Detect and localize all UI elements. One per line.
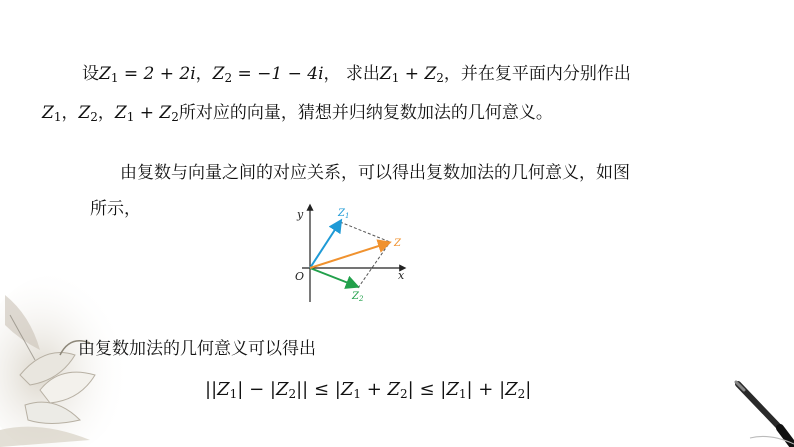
z2-symbol: $Z_2$ (78, 103, 98, 124)
z2-vector (310, 268, 356, 286)
z1-label: $Z_1$ (338, 208, 350, 220)
instruction-tail: ，并在复平面内分别作出 (443, 64, 631, 84)
z1-symbol: $Z_1$ (99, 64, 119, 85)
explanation-line-1: 由复数与向量之间的对应关系，可以得出复数加法的几何意义，如图 (120, 163, 630, 183)
explanation-line-2: 所示， (90, 199, 141, 219)
dashed-edge-2 (358, 242, 390, 288)
triangle-inequality-formula: $||Z_1| - |Z_2|| \le |Z_1 + Z_2| \le |Z_1| + |Z_2|$ (205, 379, 532, 401)
z1-vector (310, 222, 340, 268)
x-axis-label: x (398, 269, 405, 282)
origin-label: O (295, 270, 305, 283)
question-line-1 (82, 62, 631, 90)
calligraphy-brush-icon (730, 378, 794, 447)
sum-expression: $Z_1 + Z_2$ (114, 103, 179, 124)
y-axis-label: y (297, 208, 304, 221)
z2-definition: = −1 − 4i (232, 64, 324, 84)
separator: ， (195, 64, 213, 84)
z2-label: $Z_2$ (352, 291, 364, 303)
vector-addition-figure (288, 200, 416, 304)
question-line-2 (42, 101, 553, 129)
instruction-text: ， 求出 (323, 64, 380, 84)
dashed-edge-1 (340, 222, 390, 242)
separator: ， (97, 103, 115, 123)
z1-definition: = 2 + 2i (118, 64, 196, 84)
lead-text: 设 (82, 64, 99, 84)
separator: ， (61, 103, 79, 123)
question-tail: 所对应的向量，猜想并归纳复数加法的几何意义。 (178, 103, 553, 123)
z-label: Z (394, 238, 401, 249)
sum-expression: $Z_1 + Z_2$ (379, 64, 444, 85)
conclusion-text: 由复数加法的几何意义可以得出 (78, 339, 316, 359)
z2-symbol: $Z_2$ (212, 64, 233, 85)
z1-symbol: $Z_1$ (42, 103, 62, 124)
sum-vector (310, 243, 388, 268)
